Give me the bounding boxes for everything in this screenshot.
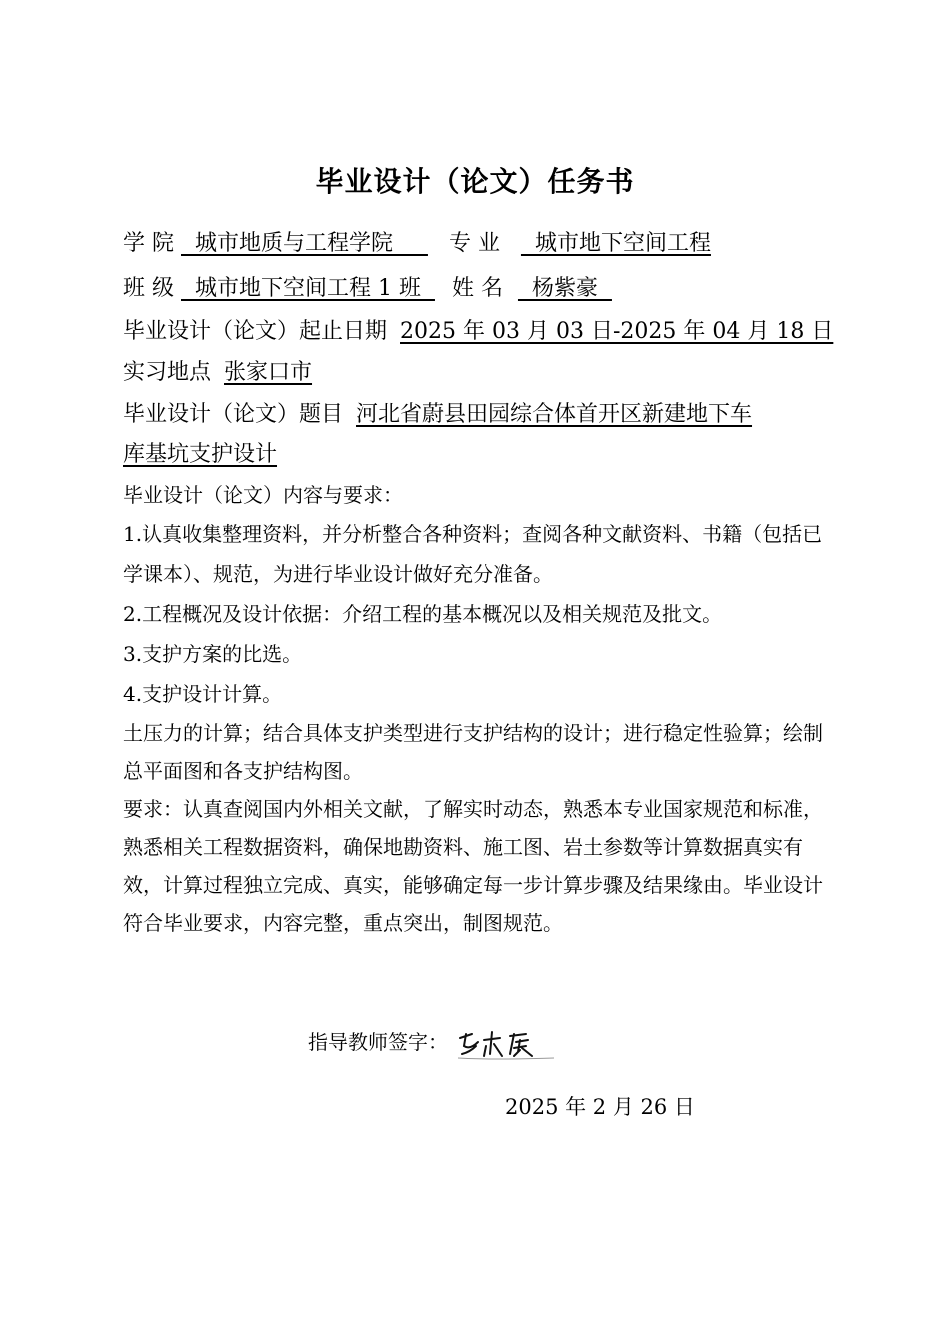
signature-row [308,1022,556,1064]
major-label: 专 业 [448,231,500,256]
class-name-row [123,269,612,309]
item-3: 3.支护方案的比选。 [123,642,303,666]
item-4: 4.支护设计计算。 [123,682,283,706]
content-section [123,476,833,942]
place-value: 张家口市 [224,360,313,385]
topic-label: 毕业设计（论文）题目 [123,402,344,427]
class-value: 城市地下空间工程 1 班 [181,276,435,301]
dates-row [123,312,833,352]
signature-label: 指导教师签字： [308,1030,448,1054]
college-major-row [123,224,711,264]
name-label: 姓 名 [451,276,503,301]
topic-value-line1: 河北省蔚县田园综合体首开区新建地下车 [356,402,753,427]
topic-row-2 [123,435,277,475]
calc-text: 土压力的计算；结合具体支护类型进行支护结构的设计；进行稳定性验算；绘制总平面图和各支护结构图。 [123,721,823,783]
item-1: 1.认真收集整理资料，并分析整合各种资料；查阅各种文献资料、书籍（包括已学课本）、规范，为进行毕业设计做好充分准备。 [123,522,823,586]
name-value: 杨紫豪 [517,276,612,301]
topic-value-line2: 库基坑支护设计 [123,442,278,467]
handwritten-signature [456,1024,556,1064]
sign-date: 2025 年 2 月 26 日 [505,1095,695,1119]
dates-value: 2025 年 03 月 03 日-2025 年 04 月 18 日 [400,319,834,344]
place-label: 实习地点 [123,360,212,385]
college-label: 学 院 [123,231,174,256]
class-label: 班 级 [123,276,174,301]
place-row [123,353,312,393]
major-value: 城市地下空间工程 [520,231,711,256]
document-title: 毕业设计（论文）任务书 [315,165,635,198]
dates-label: 毕业设计（论文）起止日期 [123,319,388,344]
topic-row [123,395,752,435]
content-heading: 毕业设计（论文）内容与要求： [123,483,403,507]
item-2: 2.工程概况及设计依据：介绍工程的基本概况以及相关规范及批文。 [123,602,723,626]
college-value: 城市地质与工程学院 [181,231,428,256]
requirements-text: 要求：认真查阅国内外相关文献，了解实时动态，熟悉本专业国家规范和标准，熟悉相关工程数据资料，确保地勘资料、施工图、岩土参数等计算数据真实有效，计算过程独立完成、真实，能够确定每一步计算步骤及结果缘由。毕业设计符合毕业要求，内容完整，重点突出，制图规范。 [123,797,823,935]
